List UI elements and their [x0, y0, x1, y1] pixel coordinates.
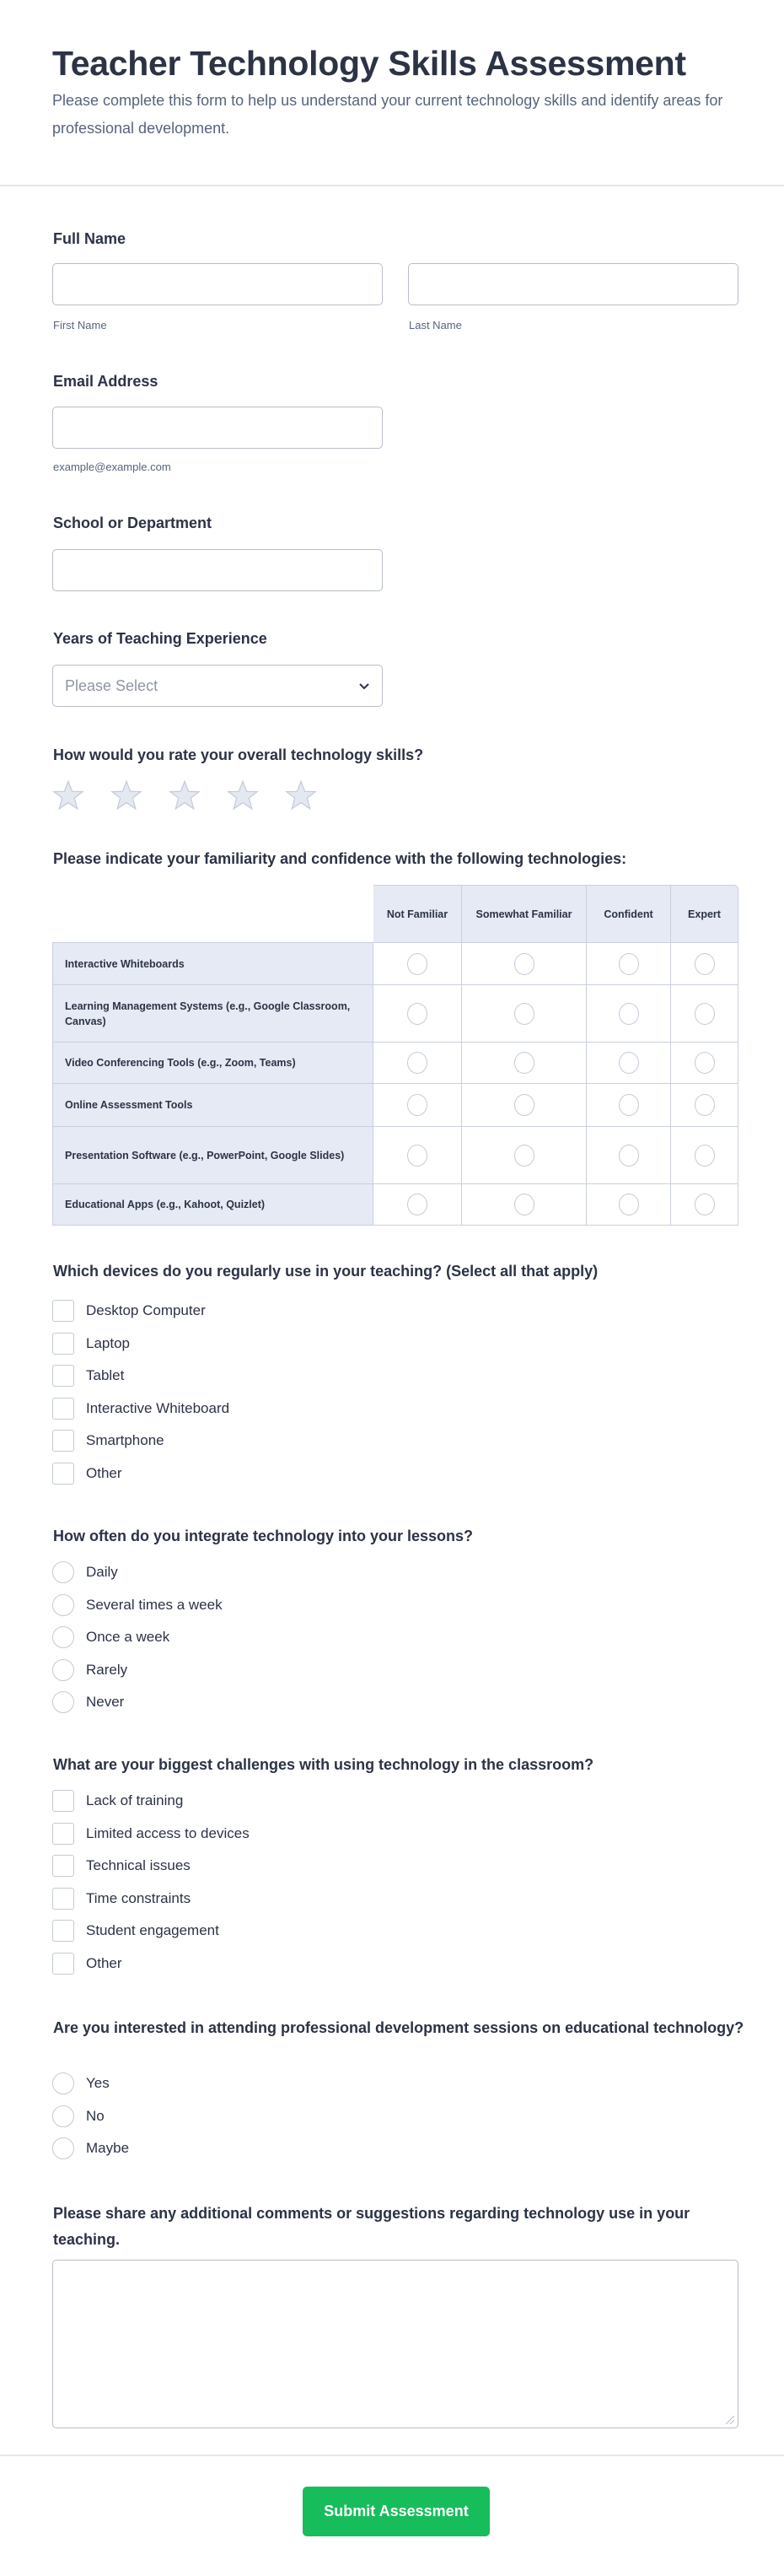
frequency-option-label: Rarely: [86, 1661, 128, 1678]
comments-label: Please share any additional comments or suggestions regarding technology use in your teaching.: [53, 2205, 690, 2248]
frequency-option-label: Never: [86, 1694, 125, 1711]
experience-select[interactable]: [52, 665, 383, 707]
challenges-option[interactable]: [52, 1948, 250, 1981]
star-icon[interactable]: [110, 779, 142, 811]
matrix-radio[interactable]: [619, 1052, 639, 1074]
checkbox[interactable]: [52, 1953, 74, 1975]
frequency-option[interactable]: [52, 1621, 223, 1654]
checkbox[interactable]: [52, 1430, 74, 1452]
checkbox[interactable]: [52, 1398, 74, 1420]
matrix-cell: [373, 1184, 462, 1226]
matrix-row-label: Interactive Whiteboards: [52, 942, 373, 985]
matrix-column-header: Expert: [671, 885, 738, 942]
matrix-radio[interactable]: [407, 1052, 427, 1074]
checkbox[interactable]: [52, 1300, 74, 1322]
matrix-radio[interactable]: [695, 1052, 715, 1074]
challenges-option-label: Lack of training: [86, 1792, 184, 1809]
matrix-radio[interactable]: [514, 1094, 534, 1116]
radio-button[interactable]: [52, 1561, 74, 1583]
frequency-option[interactable]: [52, 1686, 223, 1719]
matrix-cell: [587, 942, 671, 985]
school-input[interactable]: [52, 549, 383, 591]
matrix-radio[interactable]: [407, 1145, 427, 1167]
challenges-option-label: Time constraints: [86, 1889, 191, 1906]
matrix-cell: [671, 1084, 738, 1127]
devices-option[interactable]: [52, 1360, 229, 1393]
matrix-radio[interactable]: [695, 1003, 715, 1025]
matrix-cell: [671, 1127, 738, 1184]
devices-option[interactable]: [52, 1295, 229, 1328]
matrix-cell: [671, 1043, 738, 1084]
matrix-row: [52, 1127, 738, 1184]
first-name-input[interactable]: [52, 263, 383, 305]
email-label: Email Address: [53, 373, 158, 390]
devices-option[interactable]: [52, 1328, 229, 1361]
matrix-radio[interactable]: [695, 1194, 715, 1215]
challenges-checkbox-list: [52, 1785, 250, 1980]
technology-matrix: [52, 885, 738, 1226]
matrix-header-row: [52, 885, 738, 942]
checkbox[interactable]: [52, 1333, 74, 1355]
matrix-radio[interactable]: [619, 953, 639, 975]
matrix-radio[interactable]: [514, 953, 534, 975]
matrix-cell: [373, 1127, 462, 1184]
checkbox[interactable]: [52, 1920, 74, 1942]
rating-label: How would you rate your overall technology skills?: [53, 746, 424, 763]
checkbox[interactable]: [52, 1790, 74, 1812]
matrix-cell: [587, 1184, 671, 1226]
frequency-option-label: Several times a week: [86, 1596, 223, 1613]
matrix-cell: [373, 1043, 462, 1084]
matrix-label: Please indicate your familiarity and confidence with the following technologies:: [53, 850, 627, 867]
comments-textarea[interactable]: [52, 2260, 738, 2428]
devices-option[interactable]: [52, 1393, 229, 1425]
email-hint: example@example.com: [53, 461, 171, 473]
challenges-label: What are your biggest challenges with using technology in the classroom?: [53, 1756, 594, 1773]
interest-radio-list: [52, 2067, 129, 2165]
radio-button[interactable]: [52, 2072, 74, 2094]
matrix-radio[interactable]: [619, 1194, 639, 1215]
matrix-corner: [52, 885, 373, 942]
matrix-cell: [373, 942, 462, 985]
matrix-column-header: Not Familiar: [373, 885, 462, 942]
devices-option-label: Interactive Whiteboard: [86, 1399, 230, 1416]
challenges-option-label: Other: [86, 1954, 122, 1971]
last-name-input[interactable]: [408, 263, 738, 305]
matrix-cell: [462, 1127, 587, 1184]
matrix-column-header: Somewhat Familiar: [462, 885, 587, 942]
challenges-option[interactable]: [52, 1818, 250, 1851]
checkbox[interactable]: [52, 1365, 74, 1387]
matrix-row-label: Video Conferencing Tools (e.g., Zoom, Teams): [52, 1043, 373, 1084]
interest-option-label: No: [86, 2107, 105, 2124]
devices-option-label: Smartphone: [86, 1432, 164, 1449]
interest-label: Are you interested in attending professional development sessions on educational technology?: [53, 2019, 744, 2036]
matrix-cell: [462, 1084, 587, 1127]
school-label: School or Department: [53, 515, 212, 531]
matrix-row-label: Educational Apps (e.g., Kahoot, Quizlet): [52, 1184, 373, 1226]
radio-button[interactable]: [52, 1626, 74, 1648]
matrix-cell: [373, 985, 462, 1043]
matrix-row: [52, 942, 738, 985]
frequency-label: How often do you integrate technology into your lessons?: [53, 1528, 474, 1544]
chevron-down-icon: [358, 677, 370, 695]
matrix-radio[interactable]: [407, 1194, 427, 1215]
checkbox[interactable]: [52, 1823, 74, 1845]
matrix-cell: [587, 985, 671, 1043]
matrix-radio[interactable]: [619, 1094, 639, 1116]
challenges-option[interactable]: [52, 1915, 250, 1948]
challenges-option[interactable]: [52, 1785, 250, 1818]
matrix-row: [52, 1184, 738, 1226]
radio-button[interactable]: [52, 2105, 74, 2127]
checkbox[interactable]: [52, 1463, 74, 1485]
page-title: Teacher Technology Skills Assessment: [52, 44, 686, 83]
full-name-label: Full Name: [53, 230, 126, 247]
resize-handle-icon[interactable]: [726, 2416, 734, 2424]
devices-label: Which devices do you regularly use in your teaching? (Select all that apply): [53, 1263, 599, 1280]
interest-option-label: Yes: [86, 2075, 110, 2092]
interest-option[interactable]: [52, 2132, 129, 2165]
frequency-option[interactable]: [52, 1556, 223, 1589]
matrix-radio[interactable]: [695, 1094, 715, 1116]
matrix-radio[interactable]: [514, 1194, 534, 1215]
matrix-radio[interactable]: [619, 1003, 639, 1025]
frequency-option[interactable]: [52, 1589, 223, 1622]
matrix-cell: [671, 942, 738, 985]
challenges-option-label: Limited access to devices: [86, 1824, 250, 1841]
star-icon[interactable]: [169, 779, 201, 811]
footer-divider: [0, 2455, 784, 2456]
matrix-radio[interactable]: [407, 953, 427, 975]
email-input[interactable]: [52, 407, 383, 449]
devices-checkbox-list: [52, 1295, 229, 1490]
radio-button[interactable]: [52, 1691, 74, 1713]
matrix-row: [52, 985, 738, 1043]
matrix-cell: [671, 985, 738, 1043]
devices-option-label: Desktop Computer: [86, 1302, 206, 1319]
matrix-cell: [373, 1084, 462, 1127]
first-name-sublabel: First Name: [53, 319, 107, 331]
matrix-radio[interactable]: [514, 1003, 534, 1025]
radio-button[interactable]: [52, 1659, 74, 1681]
matrix-cell: [462, 1184, 587, 1226]
radio-button[interactable]: [52, 1594, 74, 1616]
matrix-radio[interactable]: [619, 1145, 639, 1167]
matrix-row: [52, 1084, 738, 1127]
matrix-radio[interactable]: [514, 1052, 534, 1074]
devices-option-label: Other: [86, 1464, 122, 1481]
challenges-option[interactable]: [52, 1850, 250, 1883]
matrix-cell: [671, 1184, 738, 1226]
frequency-option-label: Daily: [86, 1564, 118, 1581]
matrix-row-label: Presentation Software (e.g., PowerPoint, Google Slides): [52, 1127, 373, 1184]
checkbox[interactable]: [52, 1888, 74, 1910]
checkbox[interactable]: [52, 1855, 74, 1877]
interest-option-label: Maybe: [86, 2140, 130, 2157]
experience-selected: Please Select: [65, 676, 158, 694]
matrix-cell: [462, 985, 587, 1043]
devices-option-label: Laptop: [86, 1334, 130, 1351]
star-rating[interactable]: [52, 779, 317, 811]
experience-label: Years of Teaching Experience: [53, 630, 267, 647]
header-divider: [0, 185, 784, 186]
devices-option[interactable]: [52, 1425, 229, 1458]
matrix-radio[interactable]: [695, 1145, 715, 1167]
matrix-radio[interactable]: [407, 1003, 427, 1025]
interest-option[interactable]: [52, 2100, 129, 2133]
matrix-cell: [462, 1043, 587, 1084]
devices-option-label: Tablet: [86, 1367, 125, 1384]
interest-option[interactable]: [52, 2067, 129, 2100]
matrix-cell: [587, 1084, 671, 1127]
star-icon[interactable]: [227, 779, 259, 811]
devices-option[interactable]: [52, 1458, 229, 1490]
challenges-option[interactable]: [52, 1883, 250, 1916]
matrix-column-header: Confident: [587, 885, 671, 942]
matrix-radio[interactable]: [695, 953, 715, 975]
challenges-option-label: Student engagement: [86, 1922, 219, 1939]
matrix-row: [52, 1043, 738, 1084]
star-icon[interactable]: [52, 779, 84, 811]
frequency-radio-list: [52, 1556, 223, 1719]
star-icon[interactable]: [285, 779, 317, 811]
matrix-cell: [587, 1127, 671, 1184]
last-name-sublabel: Last Name: [409, 319, 462, 331]
matrix-row-label: Learning Management Systems (e.g., Google Classroom, Canvas): [52, 985, 373, 1043]
challenges-option-label: Technical issues: [86, 1857, 191, 1874]
radio-button[interactable]: [52, 2137, 74, 2159]
frequency-option-label: Once a week: [86, 1629, 170, 1646]
matrix-radio[interactable]: [407, 1094, 427, 1116]
matrix-row-label: Online Assessment Tools: [52, 1084, 373, 1127]
frequency-option[interactable]: [52, 1654, 223, 1687]
matrix-cell: [462, 942, 587, 985]
matrix-radio[interactable]: [514, 1145, 534, 1167]
submit-button[interactable]: Submit Assessment: [303, 2487, 490, 2536]
page-subtitle: Please complete this form to help us understand your current technology skills and identify areas for professional development.: [52, 92, 723, 137]
matrix-cell: [587, 1043, 671, 1084]
